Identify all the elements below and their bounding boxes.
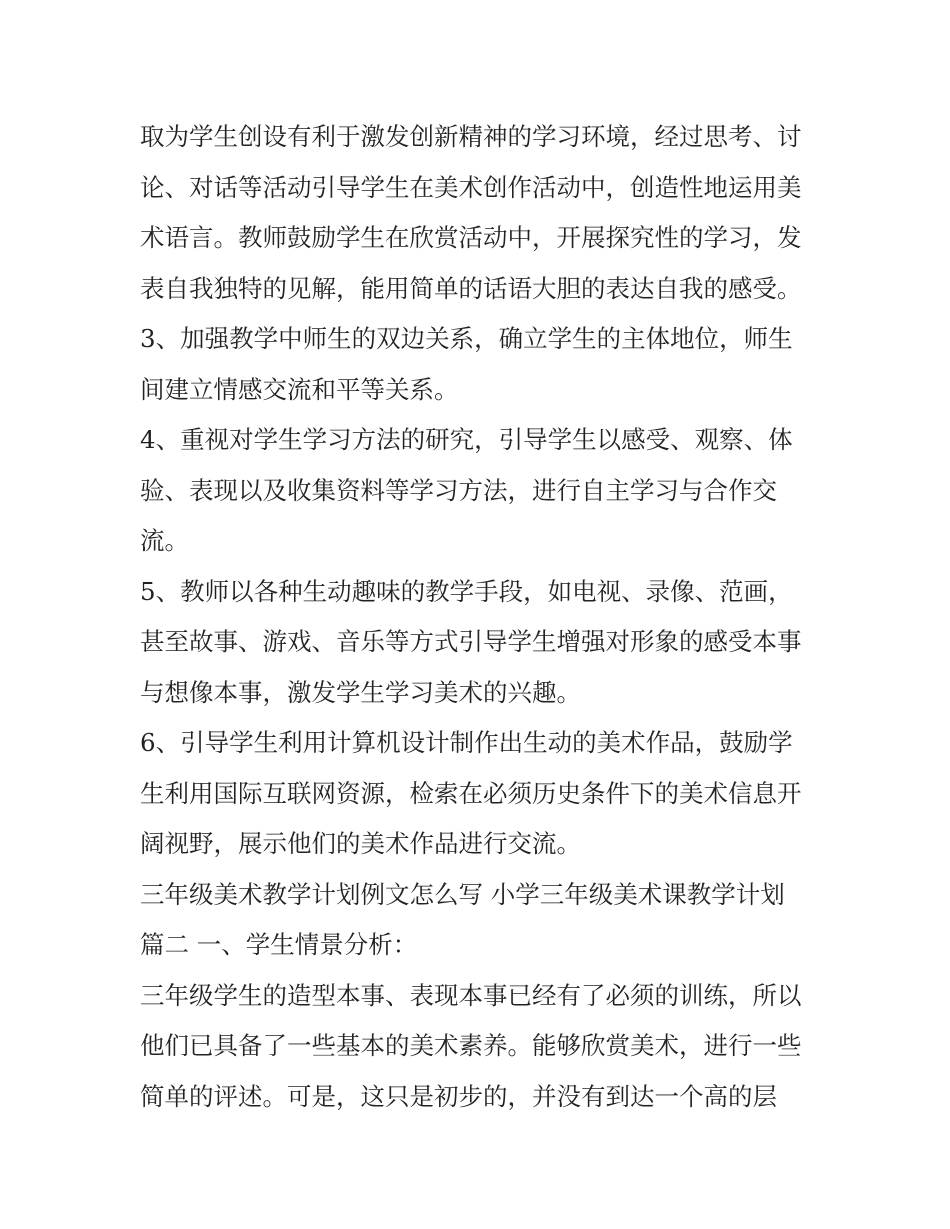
text-line: 6、引导学生利用计算机设计制作出生动的美术作品，鼓励学 — [140, 728, 793, 757]
text-line: 甚至故事、游戏、音乐等方式引导学生增强对形象的感受本事 — [140, 627, 802, 656]
section-heading-line: 三年级美术教学计划例文怎么写 小学三年级美术课教学计划 — [140, 879, 785, 909]
text-line: 验、表现以及收集资料等学习方法，进行自主学习与合作交 — [140, 475, 777, 505]
text-line: 三年级学生的造型本事、表现本事已经有了必须的训练，所以 — [140, 980, 802, 1010]
text-line: 生利用国际互联网资源，检索在必须历史条件下的美术信息开 — [140, 778, 802, 808]
text-line: 术语言。教师鼓励学生在欣赏活动中，开展探究性的学习，发 — [140, 223, 802, 252]
text-line: 4、重视对学生学习方法的研究，引导学生以感受、观察、体 — [140, 425, 793, 454]
text-line: 间建立情感交流和平等关系。 — [140, 374, 459, 404]
text-line: 阔视野，展示他们的美术作品进行交流。 — [140, 829, 581, 858]
document-body — [140, 112, 830, 1122]
section-heading-line: 篇二 一、学生情景分析： — [140, 930, 418, 959]
text-line: 简单的评述。可是，这只是初步的，并没有到达一个高的层 — [140, 1081, 777, 1111]
text-line: 与想像本事，激发学生学习美术的兴趣。 — [140, 677, 581, 707]
text-line: 5、教师以各种生动趣味的教学手段，如电视、录像、范画， — [140, 576, 793, 606]
text-line: 取为学生创设有利于激发创新精神的学习环境，经过思考、讨 — [140, 122, 802, 151]
text-line: 论、对话等活动引导学生在美术创作活动中，创造性地运用美 — [140, 172, 802, 202]
text-line: 他们已具备了一些基本的美术素养。能够欣赏美术，进行一些 — [140, 1031, 802, 1060]
text-line: 3、加强教学中师生的双边关系，确立学生的主体地位，师生 — [140, 324, 793, 353]
text-line: 流。 — [140, 526, 189, 555]
text-line: 表自我独特的见解，能用简单的话语大胆的表达自我的感受。 — [140, 273, 802, 303]
